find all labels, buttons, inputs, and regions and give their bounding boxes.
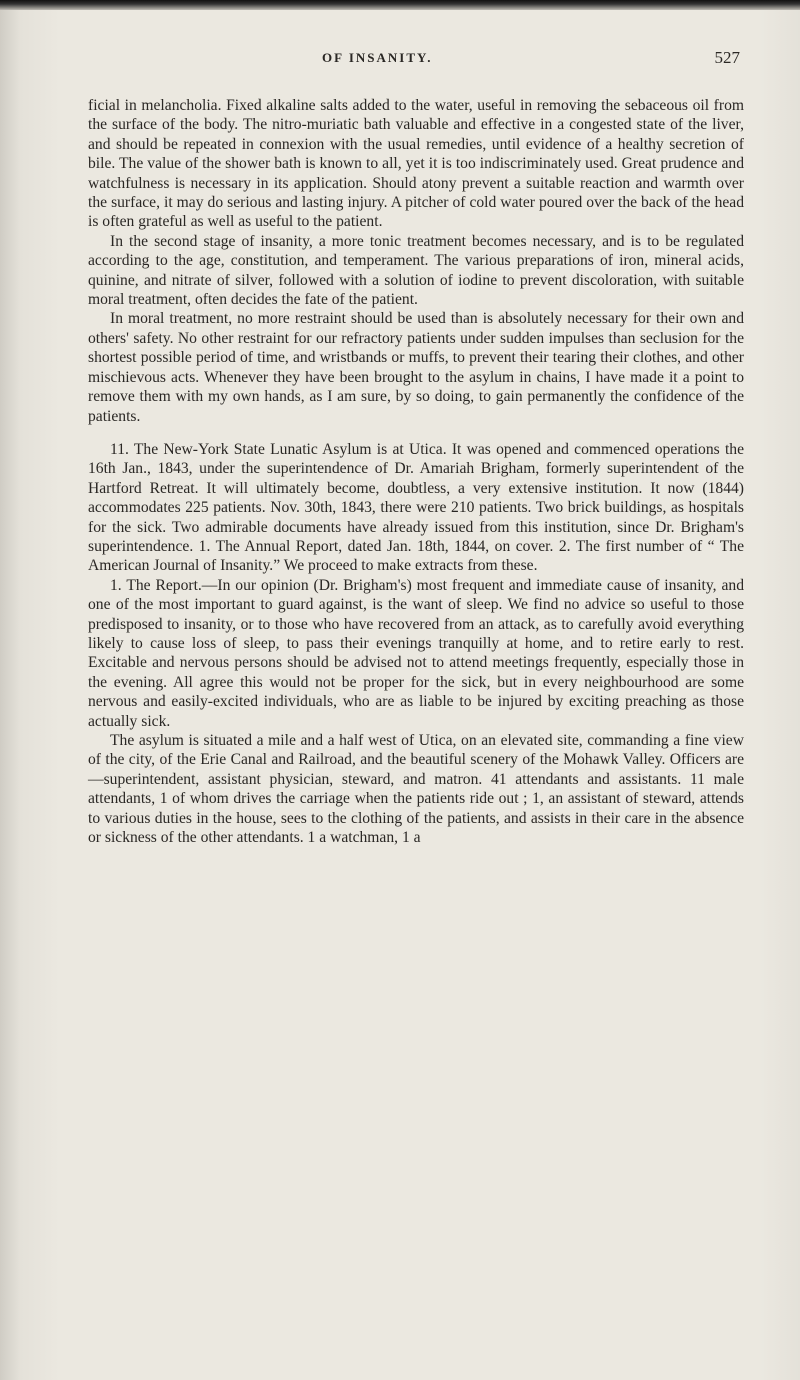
paragraph-moral-treatment: In moral treatment, no more restraint should be used than is absolutely necessary for their own and others' safety. No other restraint for our refractory patients under sudden impulses than seclusion for the shortest possible period of time, and wristbands or muffs, to prevent their tearing their clothes, and other mischievous acts. Whenever they have been brought to the asylum in chains, I have made it a point to remove them with my own hands, as I am sure, by so doing, to gain permanently the confidence of the patients. (88, 310, 744, 425)
page-header (92, 46, 742, 76)
paragraph-second-stage: In the second stage of insanity, a more tonic treatment becomes necessary, and is to be regulated according to the age, constitution, and temperament. The various preparations of iron, mineral acids, quinine, and nitrate of silver, followed with a solution of iodine to prevent discoloration, with suitable moral treatment, often decides the fate of the patient. (88, 232, 744, 309)
paragraph-new-york-asylum: 11. The New-York State Lunatic Asylum is at Utica. It was opened and commenced operations the 16th Jan., 1843, under the superintendence of Dr. Amariah Brigham, formerly superintendent of the Hartford Retreat. It will ultimately become, doubtless, a very extensive institution. It now (1844) accommodates 225 patients. Nov. 30th, 1843, there were 210 patients. Two brick buildings, as hospitals for the sick. Two admirable documents have already issued from this institution, since Dr. Brigham's superintendence. 1. The Annual Report, dated Jan. 18th, 1844, on cover. 2. The first number of “ The American Journal of Insanity.” We proceed to make extracts from these. (88, 440, 744, 575)
paragraph-asylum-site: The asylum is situated a mile and a half west of Utica, on an elevated site, commanding a fine view of the city, of the Erie Canal and Railroad, and the beautiful scenery of the Mohawk Valley. Officers are—superintendent, assistant physician, steward, and matron. 41 attendants and assistants. 11 male attendants, 1 of whom drives the carriage when the patients ride out ; 1, an assistant of steward, attends to various duties in the house, sees to the clothing of the patients, and assists in their care in the absence or sickness of the other attendants. 1 a watchman, 1 a (88, 732, 744, 847)
page-number: 527 (714, 48, 740, 67)
page-body (88, 96, 744, 847)
running-title: OF INSANITY. (322, 50, 433, 65)
paragraph-continuation: ficial in melancholia. Fixed alkaline salts added to the water, useful in removing the sebaceous oil from the surface of the body. The nitro-muriatic bath valuable and effective in a congested state of the liver, and should be repeated in connexion with the usual remedies, until evidence of a healthy secretion of bile. The value of the shower bath is known to all, yet it is too indiscriminately used. Great prudence and watchfulness is necessary in its application. Should atony prevent a suitable reaction and warmth over the surface, it may do serious and lasting injury. A pitcher of cold water poured over the back of the head is often grateful as well as useful to the patient. (88, 97, 744, 231)
page-top-edge (0, 0, 800, 10)
paragraph-report: 1. The Report.—In our opinion (Dr. Brigham's) most frequent and immediate cause of insanity, and one of the most important to guard against, is the want of sleep. We find no advice so useful to those predisposed to insanity, or to those who have recovered from an attack, as to carefully avoid everything likely to cause loss of sleep, to pass their evenings tranquilly at home, and to retire early to rest. Excitable and nervous persons should be advised not to attend meetings frequently, especially those in the evening. All agree this would not be proper for the sick, but in every neighbourhood are some nervous and easily-excited individuals, who are as liable to be injured by exciting preaching as those actually sick. (88, 576, 744, 730)
